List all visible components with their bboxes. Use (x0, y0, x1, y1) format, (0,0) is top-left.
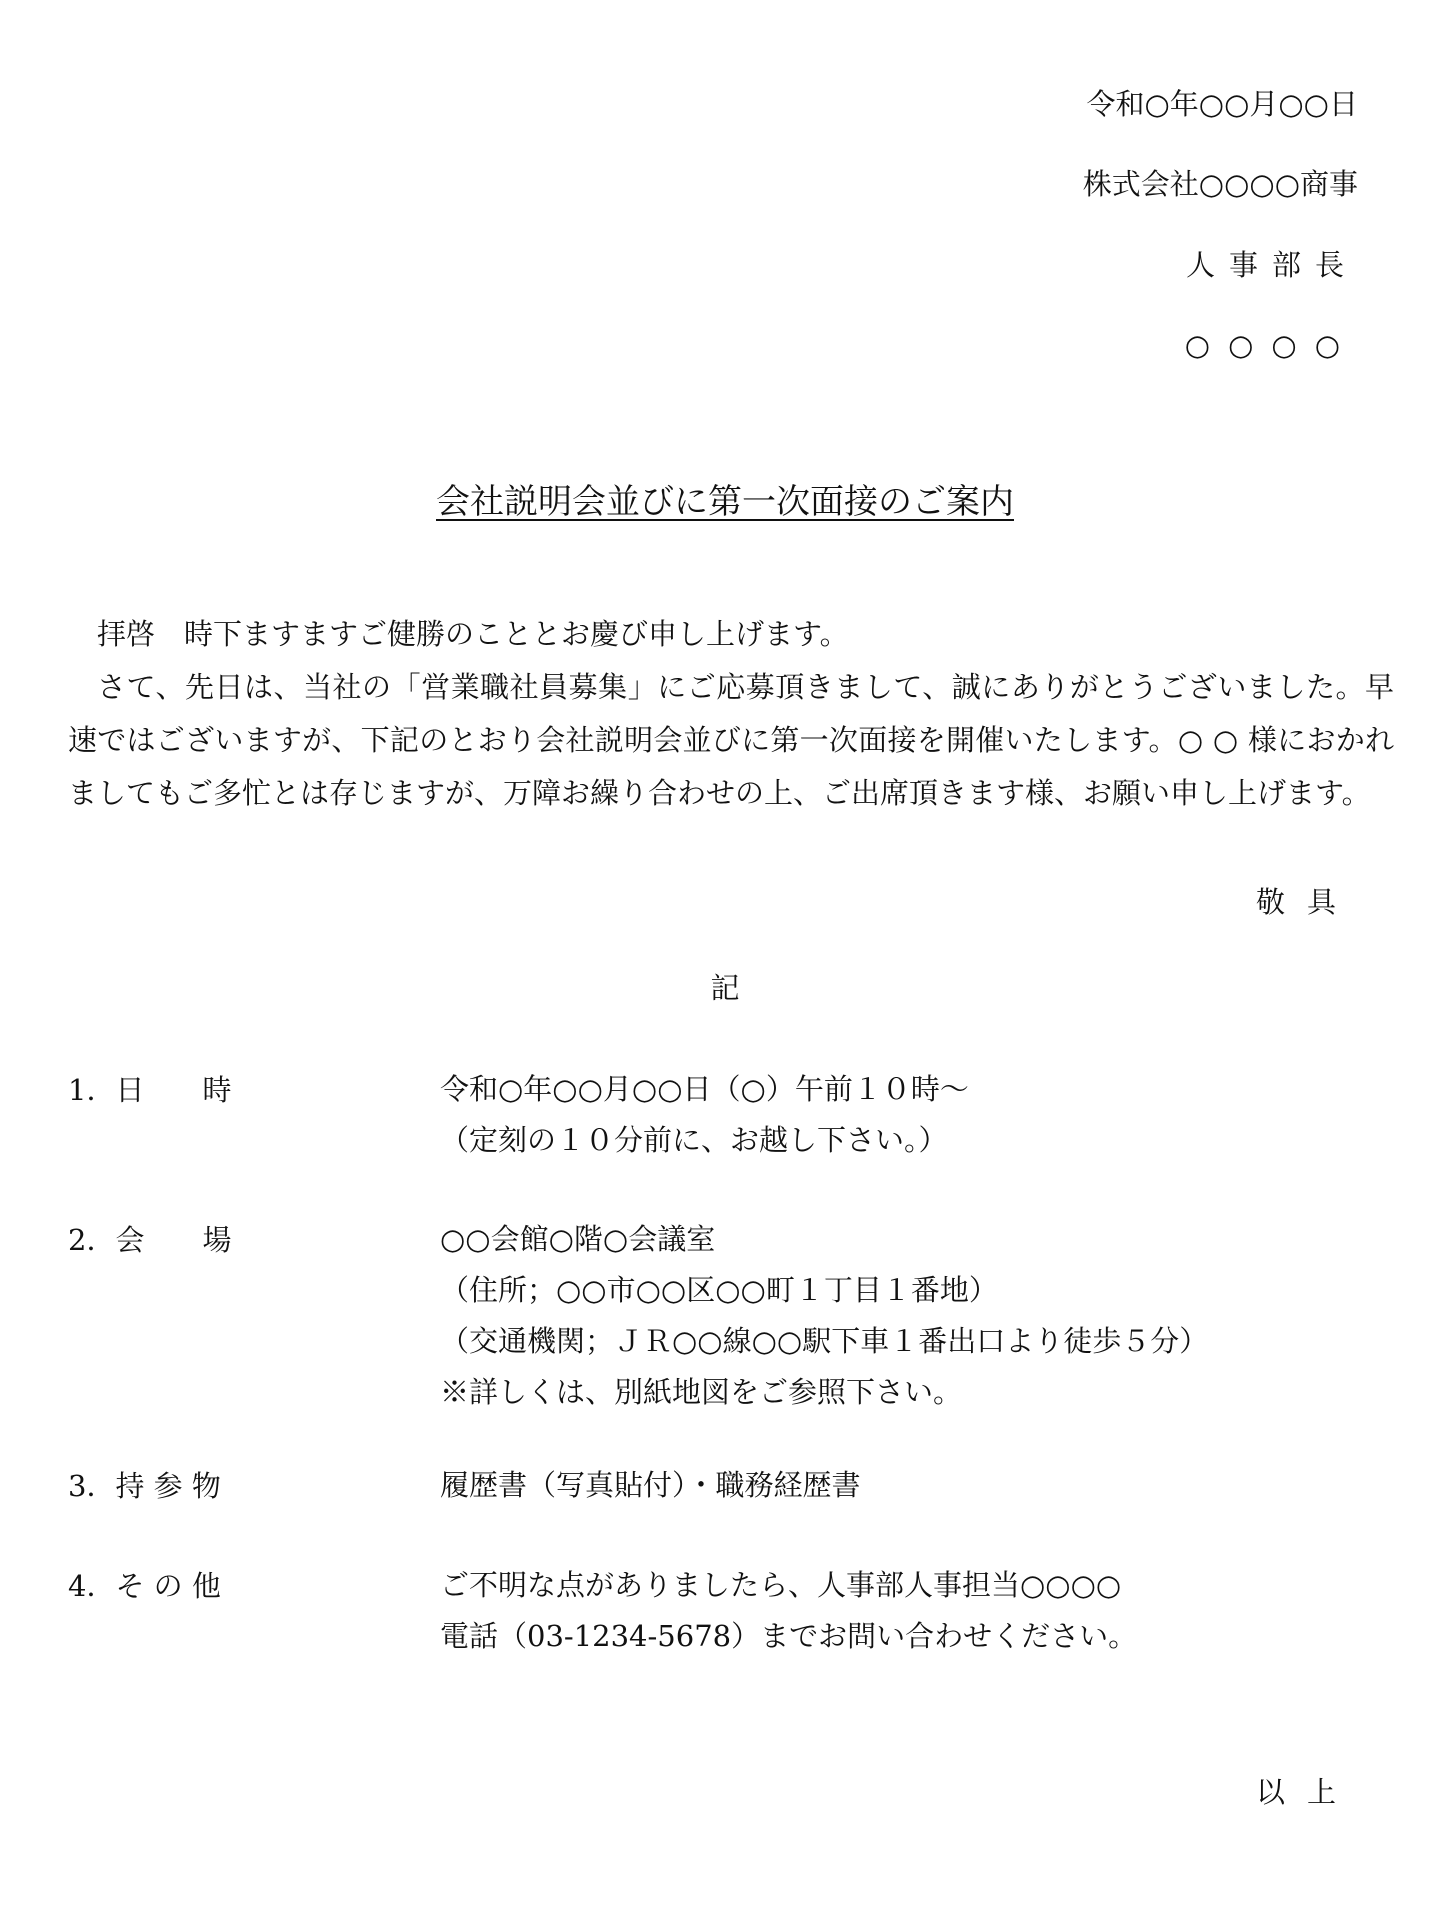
item-value-venue (440, 1214, 1400, 1418)
item-line: 履歴書（写真貼付）・職務経歴書 (440, 1468, 861, 1502)
department-title: 人事部長 (1185, 248, 1358, 282)
document-title-wrapper (0, 480, 1450, 524)
item-line: ○○会館○階○会議室 (440, 1222, 716, 1256)
item-line: （住所；○○市○○区○○町１丁目１番地） (440, 1273, 998, 1307)
item-line: ご不明な点がありましたら、人事部人事担当○○○○ (440, 1568, 1122, 1602)
company-name: 株式会社○○○○商事 (1082, 167, 1358, 201)
item-line: 令和○年○○月○○日（○）午前１０時～ (440, 1072, 969, 1106)
letter-body (68, 608, 1394, 820)
item-value-other (440, 1560, 1400, 1662)
signatory-name: ○○○○ (1184, 328, 1358, 362)
item-value-belongings (440, 1460, 1400, 1511)
details-heading: 記 (710, 971, 740, 1005)
greeting-line: 拝啓 時下ますますご健勝のこととお慶び申し上げます。 (97, 617, 849, 651)
item-label-venue: 2．会 場 (68, 1223, 232, 1257)
end-mark: 以上 (1255, 1775, 1358, 1809)
document-title: 会社説明会並びに第一次面接のご案内 (436, 482, 1014, 522)
item-line: （交通機関；ＪＲ○○線○○駅下車１番出口より徒歩５分） (440, 1324, 1209, 1358)
item-label-datetime: 1．日 時 (68, 1073, 232, 1107)
item-value-datetime (440, 1064, 1400, 1166)
item-label-belongings: 3．持 参 物 (68, 1469, 221, 1503)
item-line: ※詳しくは、別紙地図をご参照下さい。 (440, 1375, 963, 1409)
item-line: （定刻の１０分前に、お越し下さい。） (440, 1123, 948, 1157)
item-line: 電話（03-1234-5678）までお問い合わせください。 (440, 1619, 1138, 1653)
item-label-other: 4．そ の 他 (68, 1569, 221, 1603)
main-paragraph: さて、先日は、当社の「営業職社員募集」にご応募頂きまして、誠にありがとうございました。早速ではございますが、下記のとおり会社説明会並びに第一次面接を開催いたします。○ ○ 様におかれましてもご多忙とは存じますが、万障お繰り合わせの上、ご出席頂きます様、お願い申し上げます。 (68, 670, 1394, 810)
document-date: 令和○年○○月○○日 (1086, 87, 1358, 121)
closing-phrase: 敬具 (1255, 885, 1358, 919)
